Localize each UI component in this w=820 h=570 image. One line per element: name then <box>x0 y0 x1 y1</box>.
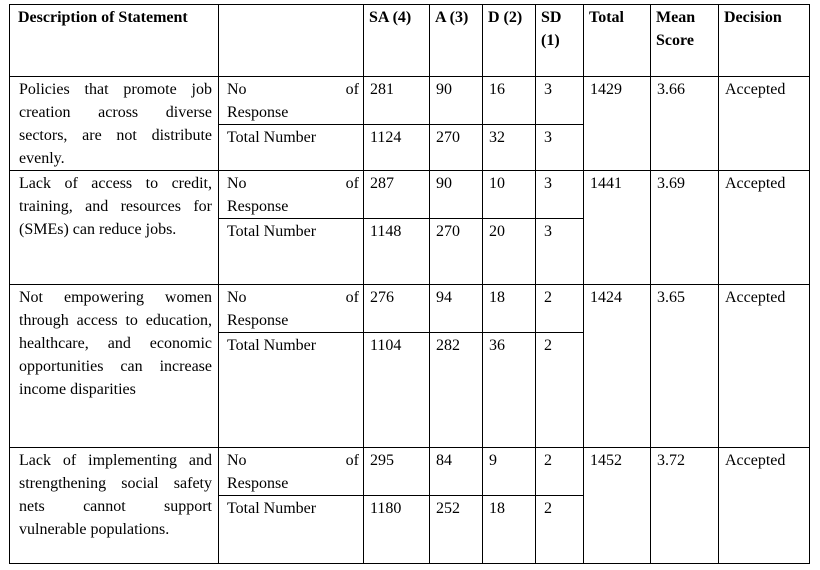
total-score: 1424 <box>584 285 651 448</box>
response-sa: 295 <box>364 448 430 496</box>
total-sa: 1104 <box>364 333 430 448</box>
statement-description: Not empowering women through access to education, healthcare, and economic opportunities can increase income disparities <box>10 285 219 448</box>
response-label-line1: No of <box>227 81 359 98</box>
total-a: 282 <box>430 333 483 448</box>
total-score: 1429 <box>584 77 651 171</box>
header-sa: SA (4) <box>364 5 430 77</box>
response-label <box>219 171 364 219</box>
statement-row-response <box>10 285 810 333</box>
total-score: 1452 <box>584 448 651 564</box>
total-number-label: Total Number <box>219 496 364 564</box>
response-sa: 287 <box>364 171 430 219</box>
response-a: 94 <box>430 285 483 333</box>
mean-score: 3.72 <box>651 448 719 564</box>
total-d: 36 <box>483 333 536 448</box>
response-label <box>219 285 364 333</box>
mean-score: 3.66 <box>651 77 719 171</box>
total-sd: 3 <box>536 125 584 171</box>
response-sd: 3 <box>536 77 584 125</box>
total-d: 32 <box>483 125 536 171</box>
statement-description: Policies that promote job creation across diverse sectors, are not distribute evenly. <box>10 77 219 171</box>
response-label-line2: Response <box>227 475 289 492</box>
total-sa: 1180 <box>364 496 430 564</box>
response-label-line2: Response <box>227 312 289 329</box>
response-label-line2: Response <box>227 104 289 121</box>
decision: Accepted <box>719 448 810 564</box>
response-d: 18 <box>483 285 536 333</box>
response-sd: 2 <box>536 448 584 496</box>
response-d: 10 <box>483 171 536 219</box>
survey-results-table <box>9 4 810 564</box>
header-d: D (2) <box>483 5 536 77</box>
total-d: 20 <box>483 219 536 285</box>
response-a: 90 <box>430 77 483 125</box>
header-decision: Decision <box>719 5 810 77</box>
response-sd: 3 <box>536 171 584 219</box>
total-sd: 3 <box>536 219 584 285</box>
statement-description: Lack of access to credit, training, and resources for (SMEs) can reduce jobs. <box>10 171 219 285</box>
response-sa: 276 <box>364 285 430 333</box>
total-number-label: Total Number <box>219 219 364 285</box>
total-a: 270 <box>430 125 483 171</box>
header-description: Description of Statement <box>10 5 219 77</box>
response-sa: 281 <box>364 77 430 125</box>
response-label-line2: Response <box>227 198 289 215</box>
mean-score: 3.69 <box>651 171 719 285</box>
total-sa: 1148 <box>364 219 430 285</box>
total-sa: 1124 <box>364 125 430 171</box>
total-score: 1441 <box>584 171 651 285</box>
total-sd: 2 <box>536 496 584 564</box>
total-sd: 2 <box>536 333 584 448</box>
response-sd: 2 <box>536 285 584 333</box>
header-total: Total <box>584 5 651 77</box>
mean-score: 3.65 <box>651 285 719 448</box>
header-empty <box>219 5 364 77</box>
decision: Accepted <box>719 77 810 171</box>
response-label-line1: No of <box>227 452 359 469</box>
total-number-label: Total Number <box>219 125 364 171</box>
statement-row-response <box>10 77 810 125</box>
total-a: 270 <box>430 219 483 285</box>
header-mean: Mean Score <box>651 5 719 77</box>
response-label <box>219 448 364 496</box>
statement-description: Lack of implementing and strengthening social safety nets cannot support vulnerable populations. <box>10 448 219 564</box>
response-d: 9 <box>483 448 536 496</box>
response-label <box>219 77 364 125</box>
response-d: 16 <box>483 77 536 125</box>
response-label-line1: No of <box>227 289 359 306</box>
decision: Accepted <box>719 171 810 285</box>
total-d: 18 <box>483 496 536 564</box>
response-a: 84 <box>430 448 483 496</box>
statement-row-response <box>10 448 810 496</box>
decision: Accepted <box>719 285 810 448</box>
header-sd: SD (1) <box>536 5 584 77</box>
total-a: 252 <box>430 496 483 564</box>
response-a: 90 <box>430 171 483 219</box>
total-number-label: Total Number <box>219 333 364 448</box>
statement-row-response <box>10 171 810 219</box>
header-a: A (3) <box>430 5 483 77</box>
response-label-line1: No of <box>227 175 359 192</box>
header-row <box>10 5 810 77</box>
